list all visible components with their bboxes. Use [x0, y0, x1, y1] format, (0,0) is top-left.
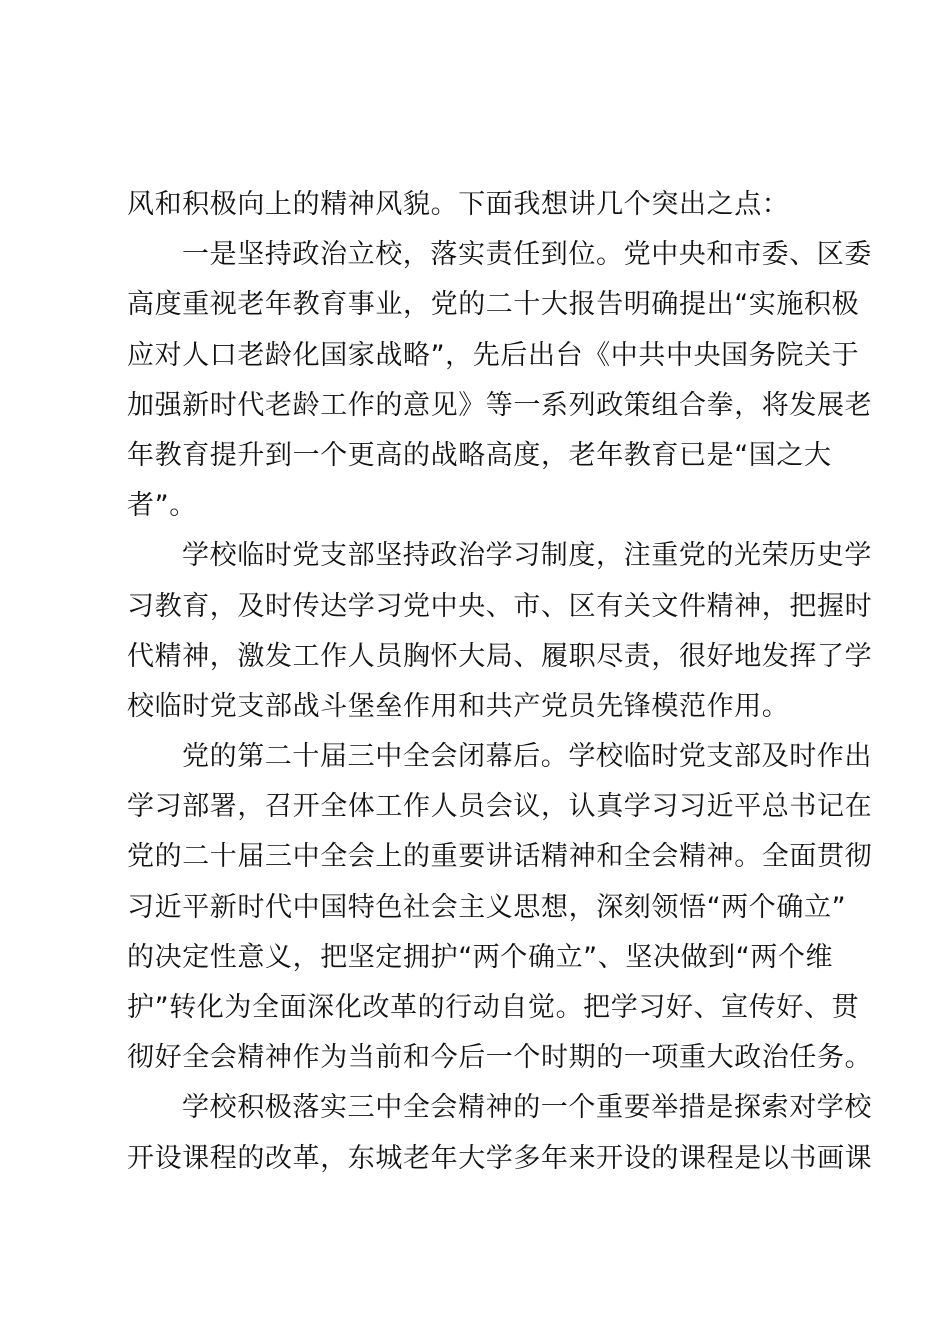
text-line-11: 校临时党支部战斗堡垒作用和共产党员先锋模范作用。	[127, 690, 790, 722]
text-line-17: 护”转化为全面深化改革的行动自觉。把学习好、宣传好、贯	[127, 992, 860, 1023]
text-line-16: 的决定性意义，把坚定拥护“两个确立”、坚决做到“两个维	[127, 941, 834, 973]
text-line-15: 习近平新时代中国特色社会主义思想，深刻领悟“两个确立”	[127, 891, 847, 923]
text-line-18: 彻好全会精神作为当前和今后一个时期的一项重大政治任务。	[127, 1042, 873, 1074]
text-line-3: 高度重视老年教育事业，党的二十大报告明确提出“实施积极	[127, 289, 860, 321]
body-text	[127, 180, 873, 1184]
text-line-10: 代精神，激发工作人员胸怀大局、履职尽责，很好地发挥了学	[127, 640, 873, 672]
text-line-13: 学习部署，召开全体工作人员会议，认真学习习近平总书记在	[127, 791, 873, 823]
text-line-4: 应对人口老龄化国家战略”，先后出台《中共中央国务院关于	[127, 339, 860, 371]
text-line-12: 党的第二十届三中全会闭幕后。学校临时党支部及时作出	[182, 741, 872, 773]
text-line-5: 加强新时代老龄工作的意见》等一系列政策组合拳，将发展老	[127, 389, 873, 421]
text-line-20: 开设课程的改革，东城老年大学多年来开设的课程是以书画课	[127, 1142, 873, 1174]
text-line-6: 年教育提升到一个更高的战略高度，老年教育已是“国之大	[127, 439, 832, 471]
text-line-8: 学校临时党支部坚持政治学习制度，注重党的光荣历史学	[182, 540, 872, 572]
text-line-2: 一是坚持政治立校，落实责任到位。党中央和市委、区委	[182, 239, 872, 271]
text-line-19: 学校积极落实三中全会精神的一个重要举措是探索对学校	[182, 1092, 872, 1124]
text-line-9: 习教育，及时传达学习党中央、市、区有关文件精神，把握时	[127, 590, 873, 622]
text-line-14: 党的二十届三中全会上的重要讲话精神和全会精神。全面贯彻	[127, 841, 873, 873]
text-line-7: 者”。	[127, 490, 197, 522]
text-line-1: 风和积极向上的精神风貌。下面我想讲几个突出之点：	[127, 189, 790, 220]
